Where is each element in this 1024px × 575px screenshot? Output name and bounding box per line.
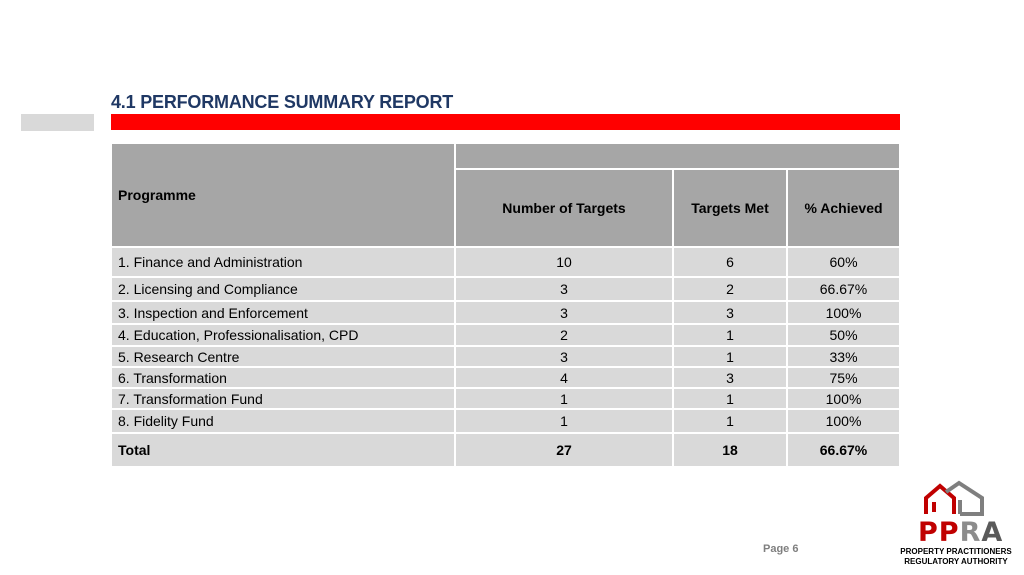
row-programme: 6. Transformation: [111, 367, 455, 388]
logo-subtitle: PROPERTY PRACTITIONERS REGULATORY AUTHORITY: [900, 547, 1012, 566]
row-programme: 4. Education, Professionalisation, CPD: [111, 324, 455, 346]
row-programme: 3. Inspection and Enforcement: [111, 301, 455, 324]
header-spacer: [455, 143, 900, 169]
table-row: [111, 409, 900, 433]
row-achieved: 60%: [787, 247, 900, 277]
row-targets: 1: [455, 388, 673, 409]
row-met: 1: [673, 388, 787, 409]
total-met: 18: [673, 433, 787, 467]
header-programme: Programme: [111, 143, 455, 247]
row-met: 1: [673, 346, 787, 367]
page-title: 4.1 PERFORMANCE SUMMARY REPORT: [111, 92, 454, 112]
row-met: 2: [673, 277, 787, 301]
title-accent-bar: [111, 114, 900, 130]
row-met: 1: [673, 324, 787, 346]
table-total-row: [111, 433, 900, 467]
row-programme: 1. Finance and Administration: [111, 247, 455, 277]
side-tab-decoration: [21, 114, 94, 131]
row-programme: 5. Research Centre: [111, 346, 455, 367]
row-achieved: 33%: [787, 346, 900, 367]
total-label: Total: [111, 433, 455, 467]
row-programme: 7. Transformation Fund: [111, 388, 455, 409]
row-targets: 4: [455, 367, 673, 388]
row-programme: 8. Fidelity Fund: [111, 409, 455, 433]
total-achieved: 66.67%: [787, 433, 900, 467]
logo-wordmark: PPRA: [918, 517, 1004, 548]
table-row: [111, 324, 900, 346]
total-targets: 27: [455, 433, 673, 467]
row-achieved: 50%: [787, 324, 900, 346]
table-row: [111, 367, 900, 388]
header-number-of-targets: Number of Targets: [455, 169, 673, 247]
table-row: [111, 346, 900, 367]
table-row: [111, 388, 900, 409]
row-met: 3: [673, 367, 787, 388]
table-row: [111, 301, 900, 324]
row-achieved: 66.67%: [787, 277, 900, 301]
row-targets: 10: [455, 247, 673, 277]
performance-summary-table: [110, 142, 901, 468]
row-achieved: 100%: [787, 409, 900, 433]
row-targets: 3: [455, 346, 673, 367]
table-row: [111, 247, 900, 277]
page-number: Page 6: [763, 543, 799, 555]
header-targets-met: Targets Met: [673, 169, 787, 247]
row-achieved: 100%: [787, 301, 900, 324]
row-targets: 3: [455, 277, 673, 301]
table-row: [111, 277, 900, 301]
row-targets: 1: [455, 409, 673, 433]
row-achieved: 100%: [787, 388, 900, 409]
row-programme: 2. Licensing and Compliance: [111, 277, 455, 301]
row-met: 3: [673, 301, 787, 324]
row-targets: 2: [455, 324, 673, 346]
header-percent-achieved: % Achieved: [787, 169, 900, 247]
row-achieved: 75%: [787, 367, 900, 388]
row-met: 6: [673, 247, 787, 277]
row-targets: 3: [455, 301, 673, 324]
row-met: 1: [673, 409, 787, 433]
